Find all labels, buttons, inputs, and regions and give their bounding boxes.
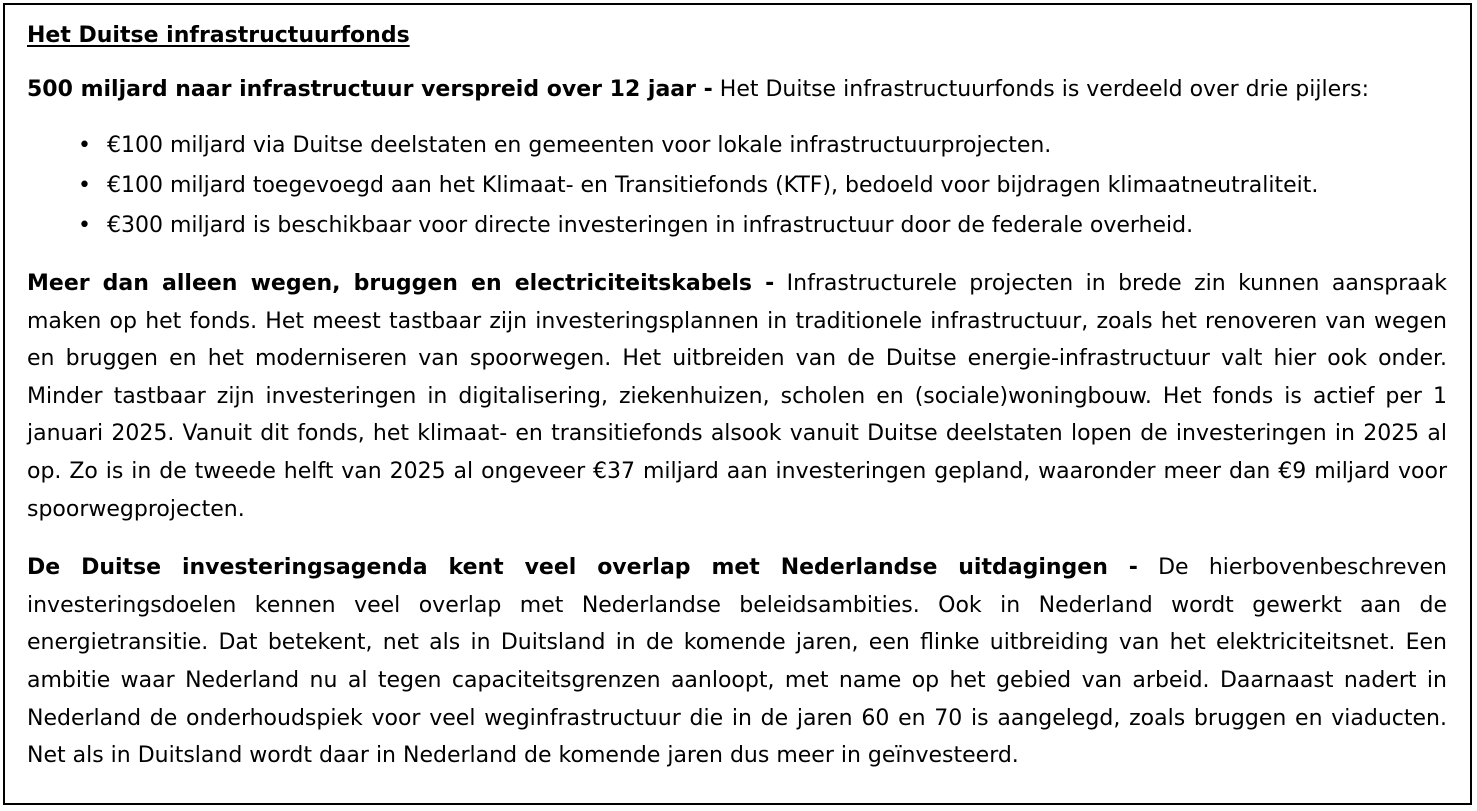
bullet-icon: • bbox=[78, 213, 91, 238]
section3-paragraph bbox=[27, 549, 1447, 775]
info-box bbox=[3, 3, 1472, 805]
section2-paragraph bbox=[27, 265, 1447, 528]
section3-lead: De Duitse investeringsagenda kent veel overlap met Nederlandse uitdagingen - bbox=[27, 555, 1138, 581]
bullet-icon: • bbox=[78, 173, 91, 198]
intro-paragraph bbox=[27, 73, 1447, 107]
intro-text: Het Duitse infrastructuurfonds is verdeeld over drie pijlers: bbox=[712, 77, 1370, 102]
pillar-text: €100 miljard via Duitse deelstaten en gemeenten voor lokale infrastructuurprojecten. bbox=[107, 133, 1052, 158]
pillar-text: €100 miljard toegevoegd aan het Klimaat- en Transitiefonds (KTF), bedoeld voor bijdragen klimaatneutraliteit. bbox=[107, 173, 1319, 198]
section2-lead: Meer dan alleen wegen, bruggen en electriciteitskabels - bbox=[27, 271, 775, 296]
list-item bbox=[27, 126, 1447, 166]
list-item bbox=[27, 166, 1447, 206]
bullet-icon: • bbox=[78, 133, 91, 158]
intro-lead: 500 miljard naar infrastructuur verspreid over 12 jaar - bbox=[27, 77, 713, 102]
section2-text: Infrastructurele projecten in brede zin kunnen aanspraak maken op het fonds. Het meest tastbaar zijn investeringsplannen in traditionele infrastructuur, zoals het renoveren van wegen en bruggen en het moderniseren van spoorwegen. Het uitbreiden van de Duitse energie-infrastructuur valt hier ook onder. Minder tastbaar zijn investeringen in digitalisering, ziekenhuizen, scholen en (sociale)woningbouw. Het fonds is actief per 1 januari 2025. Vanuit dit fonds, het klimaat- en transitiefonds alsook vanuit Duitse deelstaten lopen de investeringen in 2025 al op. Zo is in de tweede helft van 2025 al ongeveer €37 miljard aan investeringen gepland, waaronder meer dan €9 miljard voor spoorwegprojecten. bbox=[27, 271, 1447, 522]
pillars-list bbox=[27, 126, 1447, 246]
pillar-text: €300 miljard is beschikbaar voor directe investeringen in infrastructuur door de federale overheid. bbox=[107, 213, 1194, 238]
section3-text: De hierbovenbeschreven investeringsdoelen kennen veel overlap met Nederlandse beleidsambities. Ook in Nederland wordt gewerkt aan de energietransitie. Dat betekent, net als in Duitsland in de komende jaren, een flinke uitbreiding van het elektriciteitsnet. Een ambitie waar Nederland nu al tegen capaciteitsgrenzen aanloopt, met name op het gebied van arbeid. Daarnaast nadert in Nederland de onderhoudspiek voor veel weginfrastructuur die in de jaren 60 en 70 is aangelegd, zoals bruggen en viaducten. Net als in Duitsland wordt daar in Nederland de komende jaren dus meer in geïnvesteerd. bbox=[27, 555, 1447, 769]
box-title: Het Duitse infrastructuurfonds bbox=[27, 23, 410, 48]
list-item bbox=[27, 206, 1447, 246]
